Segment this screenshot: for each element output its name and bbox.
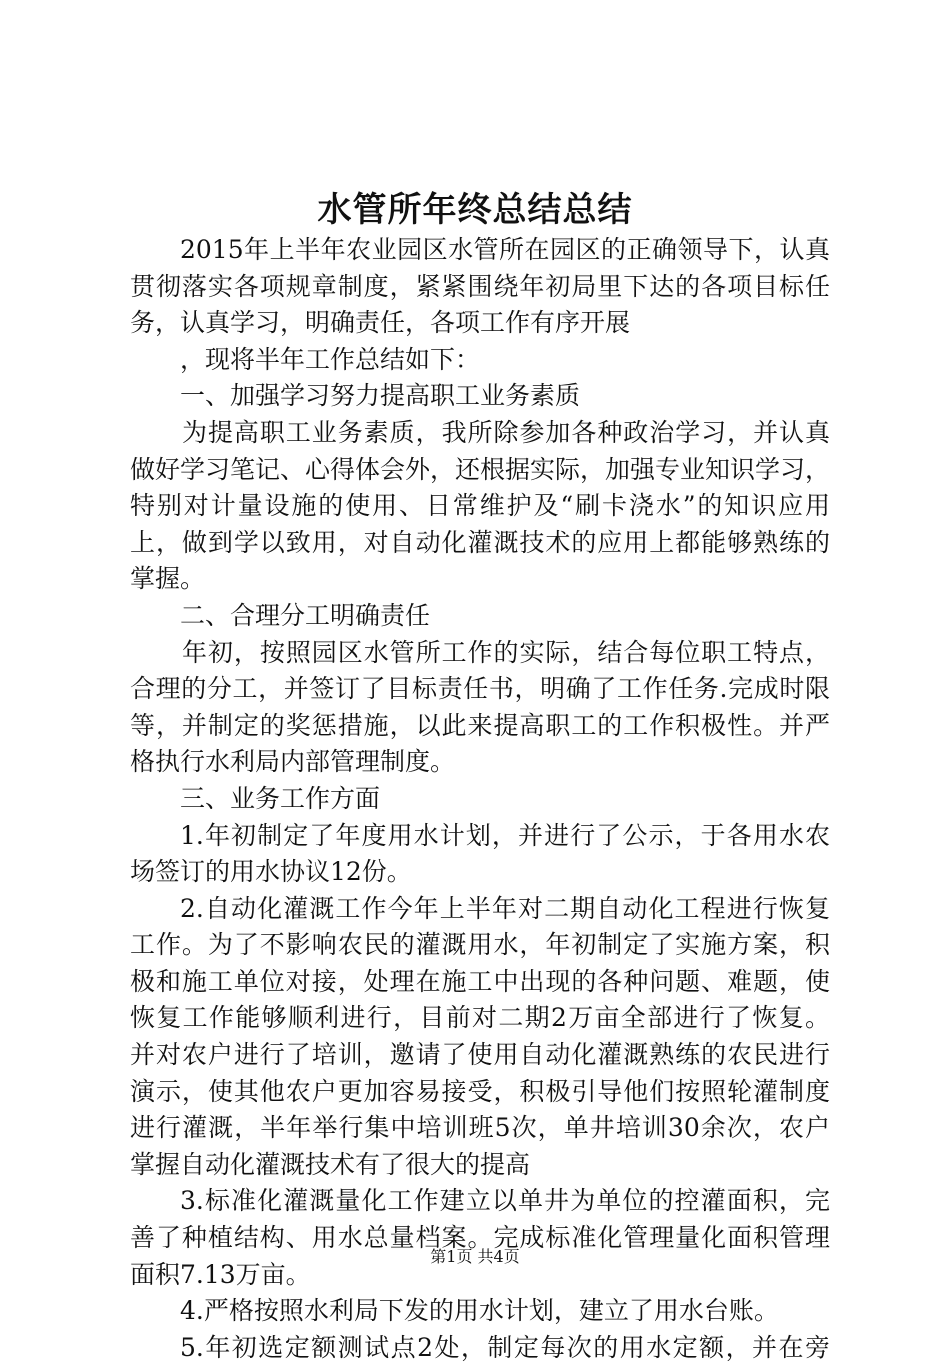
text-line: 等，并制定的奖惩措施，以此来提高职工的工作积极性。并严 xyxy=(130,710,830,740)
text-line: 做好学习笔记、心得体会外，还根据实际，加强专业知识学习， xyxy=(130,454,831,484)
list-item-1: 1.年初制定了年度用水计划，并进行了公示，于各用水农 xyxy=(180,820,830,850)
text-line: 掌握自动化灌溉技术有了很大的提高 xyxy=(130,1149,531,1179)
text-line: 贯彻落实各项规章制度，紧紧围绕年初局里下达的各项目标任 xyxy=(130,271,830,301)
document-body xyxy=(130,232,830,1366)
text-line: 进行灌溉，半年举行集中培训班5次，单井培训30余次，农户 xyxy=(130,1113,830,1143)
text-line: 善了种植结构、用水总量档案。完成标准化管理量化面积管理 xyxy=(130,1223,830,1253)
text-line: 掌握。 xyxy=(130,564,206,594)
section-heading-3: 三、业务工作方面 xyxy=(180,783,381,813)
text-line: 极和施工单位对接，处理在施工中出现的各种问题、难题，使 xyxy=(130,966,830,996)
text-line: 年初，按照园区水管所工作的实际，结合每位职工特点， xyxy=(182,637,830,667)
text-line: 2015年上半年农业园区水管所在园区的正确领导下，认真 xyxy=(180,235,830,264)
text-line: ，现将半年工作总结如下： xyxy=(180,344,481,374)
list-item-2: 2.自动化灌溉工作今年上半年对二期自动化工程进行恢复 xyxy=(180,893,830,923)
list-item-4: 4.严格按照水利局下发的用水计划，建立了用水台账。 xyxy=(180,1296,779,1326)
page-number-footer: 第1页 共4页 xyxy=(430,1247,520,1266)
document-title: 水管所年终总结总结 xyxy=(317,190,633,230)
text-line: 场签订的用水协议12份。 xyxy=(130,857,412,887)
text-line: 面积7.13万亩。 xyxy=(130,1259,311,1289)
text-line: 格执行水利局内部管理制度。 xyxy=(130,747,456,777)
text-line: 演示，使其他农户更加容易接受，积极引导他们按照轮灌制度 xyxy=(130,1076,830,1106)
text-line: 务，认真学习，明确责任，各项工作有序开展 xyxy=(130,308,631,338)
list-item-5: 5.年初选定额测试点2处，制定每次的用水定额，并在旁 xyxy=(180,1332,830,1362)
text-line: 上，做到学以致用，对自动化灌溉技术的应用上都能够熟练的 xyxy=(130,527,830,557)
text-line: 为提高职工业务素质，我所除参加各种政治学习，并认真 xyxy=(182,417,830,447)
text-line: 合理的分工，并签订了目标责任书，明确了工作任务.完成时限 xyxy=(130,674,830,704)
section-heading-1: 一、加强学习努力提高职工业务素质 xyxy=(180,381,581,411)
text-line: 特别对计量设施的使用、日常维护及“刷卡浇水”的知识应用 xyxy=(130,491,830,521)
text-line: 工作。为了不影响农民的灌溉用水，年初制定了实施方案，积 xyxy=(130,930,830,960)
text-line: 并对农户进行了培训，邀请了使用自动化灌溉熟练的农民进行 xyxy=(130,1040,830,1070)
section-heading-2: 二、合理分工明确责任 xyxy=(180,600,431,630)
text-line: 恢复工作能够顺利进行，目前对二期2万亩全部进行了恢复。 xyxy=(130,1003,830,1033)
list-item-3: 3.标准化灌溉量化工作建立以单井为单位的控灌面积，完 xyxy=(180,1186,830,1216)
